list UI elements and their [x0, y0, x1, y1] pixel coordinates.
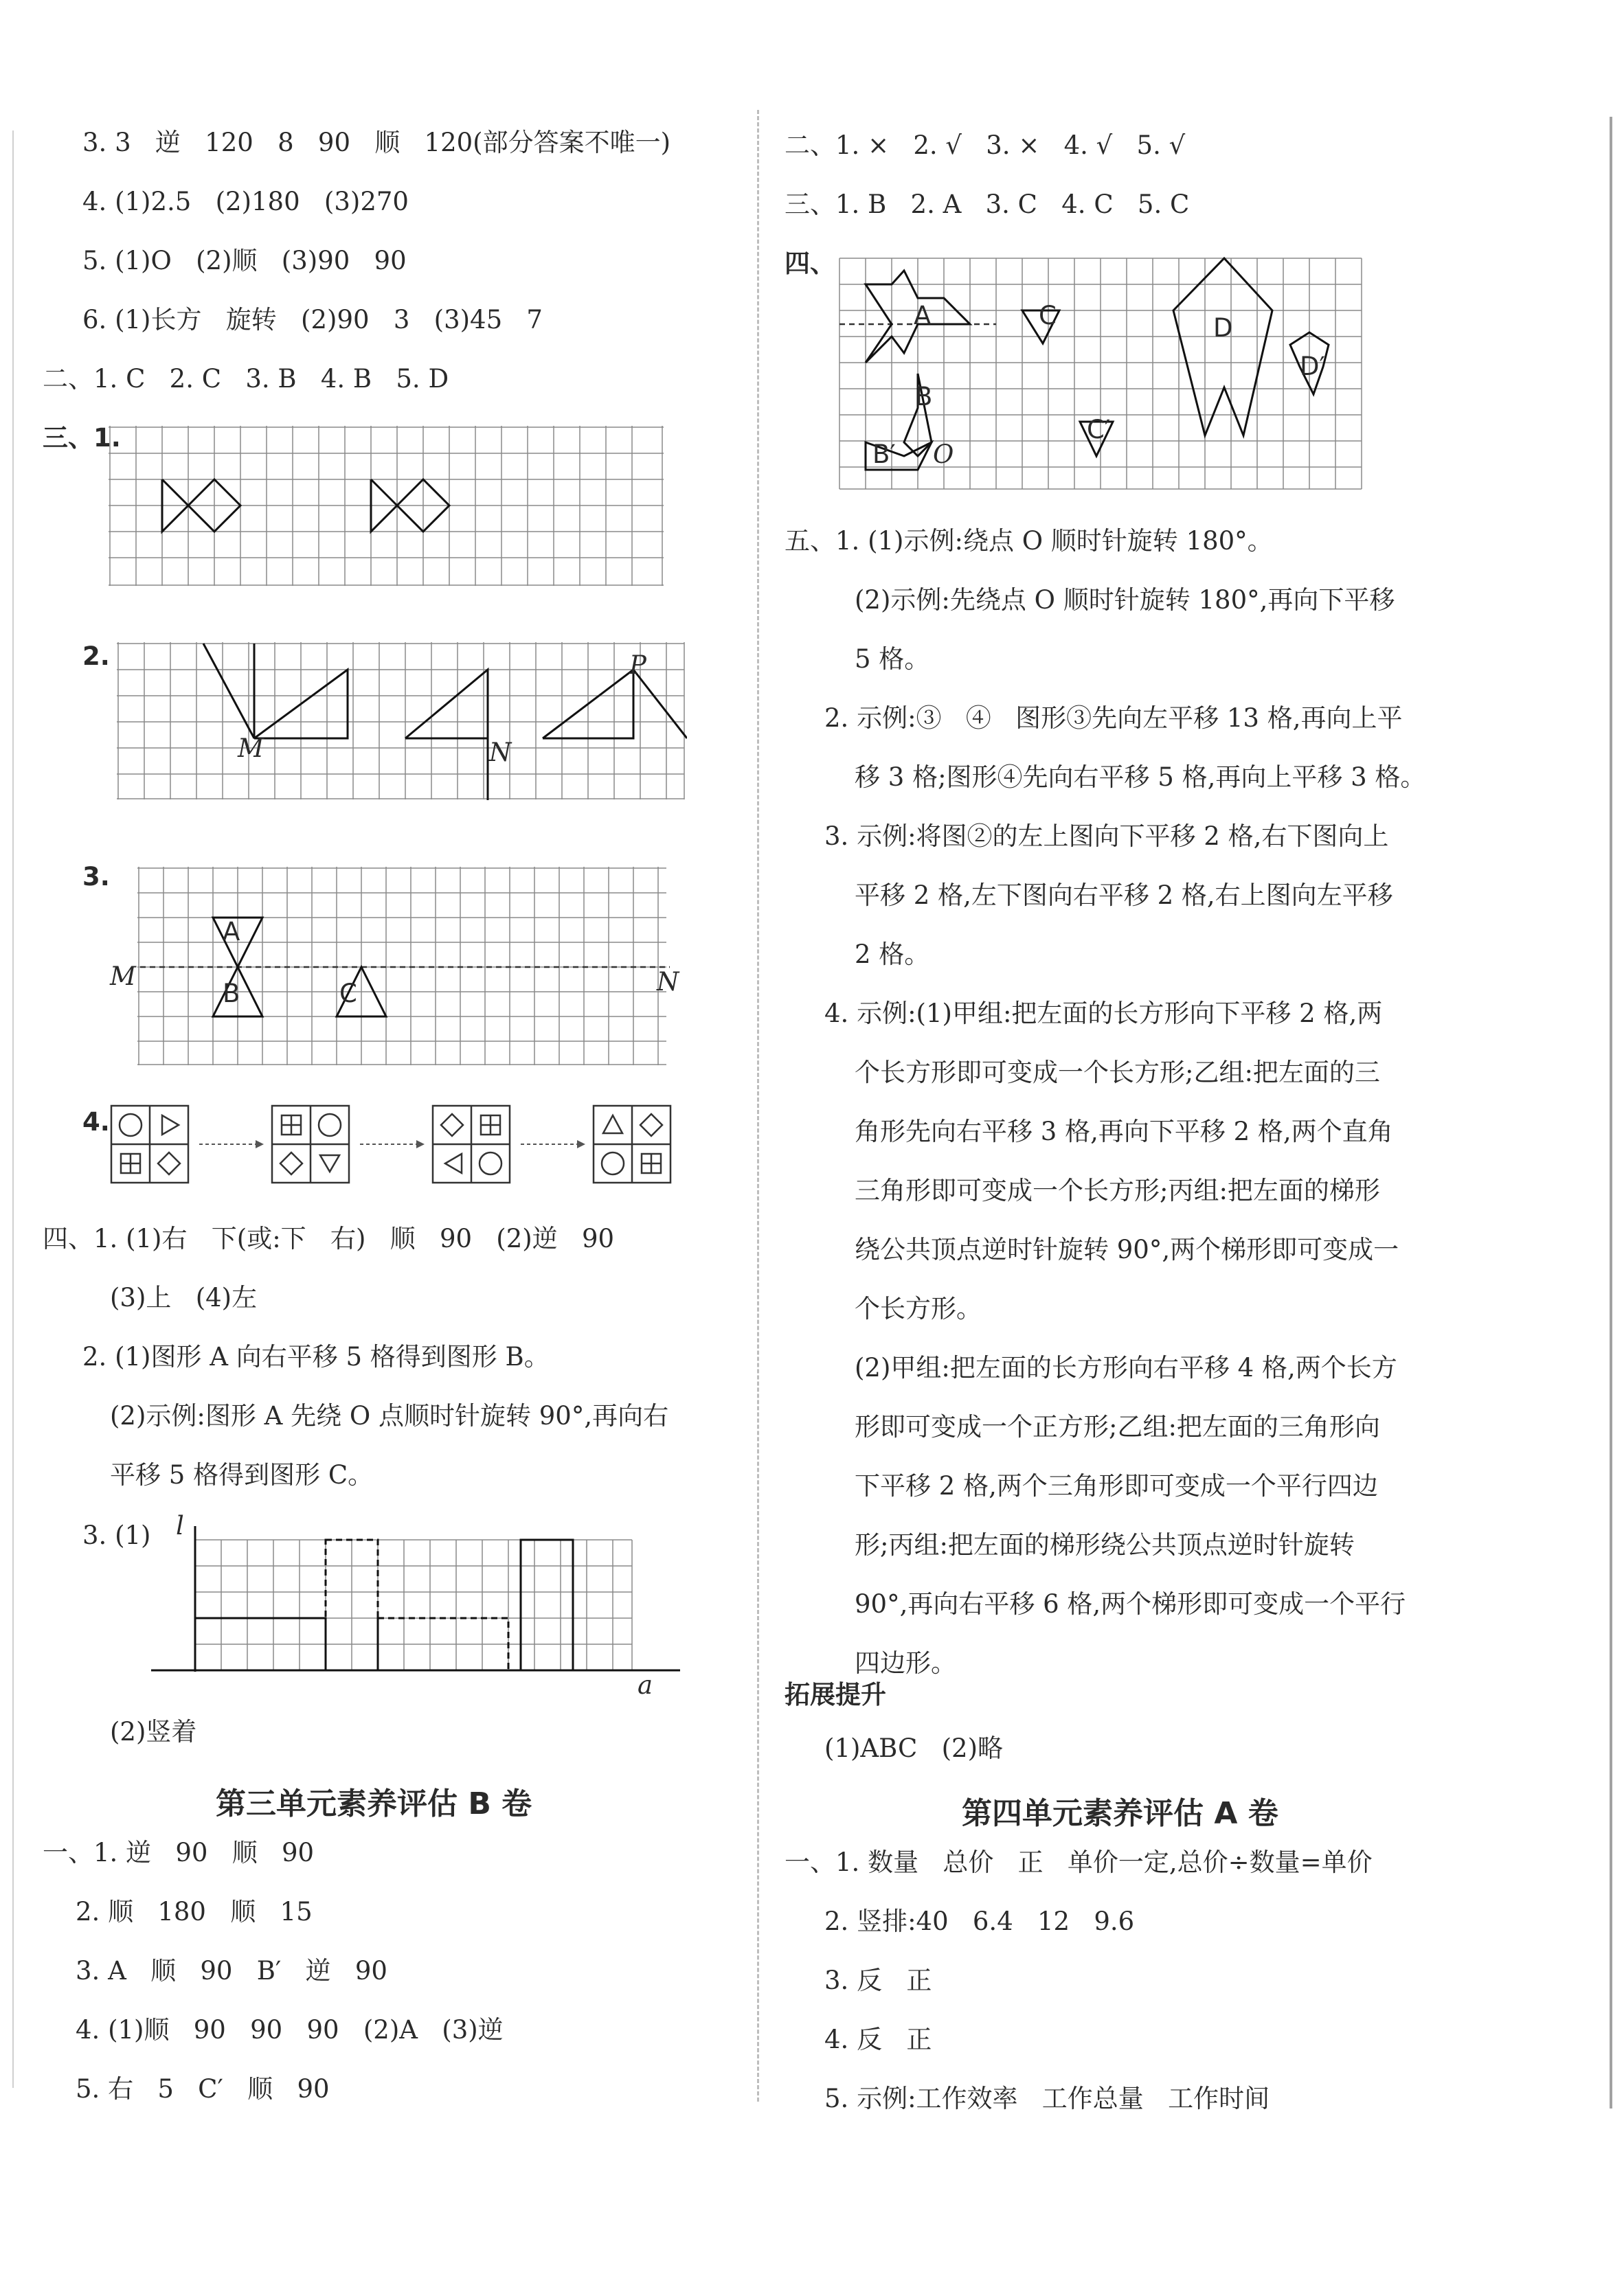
- label-o: O: [933, 440, 954, 469]
- answer-line: 五、1. (1)示例:绕点 O 顺时针旋转 180°。: [785, 526, 1273, 556]
- triangle-shape: [405, 670, 488, 738]
- answer-line: (2)示例:图形 A 先绕 O 点顺时针旋转 90°,再向右: [110, 1401, 669, 1431]
- column-divider: [757, 110, 759, 2102]
- section-label: 3.: [82, 862, 110, 891]
- answer-line: 90°,再向右平移 6 格,两个梯形即可变成一个平行: [855, 1589, 1406, 1619]
- answer-line: 6. (1)长方 旋转 (2)90 3 (3)45 7: [82, 305, 543, 334]
- answer-line: 4. (1)顺 90 90 90 (2)A (3)逆: [76, 2015, 504, 2045]
- answer-line: 形即可变成一个正方形;乙组:把左面的三角形向: [855, 1412, 1380, 1442]
- label-b-prime: B′: [872, 440, 896, 469]
- answer-line: 形;丙组:把左面的梯形绕公共顶点逆时针旋转: [855, 1530, 1355, 1560]
- answer-line: 二、1. C 2. C 3. B 4. B 5. D: [43, 364, 449, 394]
- answer-line: 2. 示例:③ ④ 图形③先向左平移 13 格,再向上平: [824, 703, 1403, 733]
- answer-line: (2)示例:先绕点 O 顺时针旋转 180°,再向下平移: [855, 585, 1395, 615]
- answer-line: (2)竖着: [110, 1717, 197, 1747]
- label-l: l: [176, 1511, 184, 1541]
- answer-line: 下平移 2 格,两个三角形即可变成一个平行四边: [855, 1471, 1378, 1501]
- label-c: C: [339, 979, 357, 1008]
- grid-figure-rotation: [117, 642, 687, 800]
- label-c: C: [1039, 301, 1057, 330]
- answer-line: 四边形。: [855, 1648, 956, 1678]
- answer-line: (1)ABC (2)略: [824, 1734, 1004, 1763]
- label-a: A: [223, 917, 240, 946]
- label-a: A: [914, 301, 932, 330]
- answer-line: 5 格。: [855, 644, 930, 674]
- answer-line: 一、1. 逆 90 顺 90: [43, 1838, 315, 1867]
- label-a: a: [638, 1670, 653, 1700]
- label-m: M: [110, 962, 136, 991]
- answer-line: 三角形即可变成一个长方形;丙组:把左面的梯形: [855, 1176, 1380, 1205]
- label-n: N: [489, 738, 512, 767]
- answer-line: 2. 顺 180 顺 15: [76, 1897, 313, 1926]
- answer-line: 平移 5 格得到图形 C。: [110, 1460, 374, 1490]
- section-label: 四、: [785, 249, 835, 278]
- label-c-prime: C′: [1087, 415, 1111, 444]
- answer-line: (2)甲组:把左面的长方形向右平移 4 格,两个长方: [855, 1353, 1397, 1383]
- answer-line: 三、1. B 2. A 3. C 4. C 5. C: [785, 190, 1190, 219]
- grid-figure-rectangles: [151, 1526, 680, 1684]
- answer-line: 3. A 顺 90 B′ 逆 90: [76, 1956, 387, 1986]
- label-b: B: [223, 979, 240, 1008]
- left-margin-line: [12, 130, 14, 2088]
- answer-line: 5. 右 5 C′ 顺 90: [76, 2074, 330, 2104]
- label-n: N: [657, 967, 679, 997]
- label-p: P: [629, 650, 646, 680]
- section-label: 4.: [82, 1107, 110, 1137]
- answer-line: 2. 竖排:40 6.4 12 9.6: [824, 1907, 1135, 1936]
- triangle-shape: [203, 644, 254, 738]
- answer-line: 3. 反 正: [824, 1966, 932, 1995]
- rectangle-shape: [521, 1540, 573, 1670]
- answer-line: 移 3 格;图形④先向右平移 5 格,再向上平移 3 格。: [855, 762, 1426, 792]
- right-edge-line: [1610, 117, 1612, 2109]
- section-label: 三、1.: [43, 423, 121, 453]
- section-heading: 第三单元素养评估 B 卷: [216, 1786, 532, 1821]
- answer-line: 4. (1)2.5 (2)180 (3)270: [82, 187, 409, 216]
- answer-line: 一、1. 数量 总价 正 单价一定,总价÷数量=单价: [785, 1848, 1373, 1877]
- answer-line: 3. 3 逆 120 8 90 顺 120(部分答案不唯一): [82, 128, 671, 157]
- label-d: D: [1213, 313, 1233, 343]
- grid-figure-reflection: [137, 867, 673, 1066]
- grid-lines: [109, 426, 664, 586]
- grid-figure-bowties: [109, 426, 665, 587]
- section-label: 2.: [82, 641, 110, 671]
- answer-line: (3)上 (4)左: [110, 1283, 258, 1312]
- answer-line: 5. 示例:工作效率 工作总量 工作时间: [824, 2084, 1270, 2113]
- section-label: 拓展提升: [785, 1680, 886, 1709]
- answer-line: 4. 反 正: [824, 2025, 932, 2054]
- answer-line: 平移 2 格,左下图向右平移 2 格,右上图向左平移: [855, 880, 1393, 910]
- answer-line: 绕公共顶点逆时针旋转 90°,两个梯形即可变成一: [855, 1235, 1399, 1264]
- answer-line: 个长方形即可变成一个长方形;乙组:把左面的三: [855, 1058, 1380, 1087]
- answer-line: 3. 示例:将图②的左上图向下平移 2 格,右下图向上: [824, 821, 1389, 851]
- answer-line: 4. 示例:(1)甲组:把左面的长方形向下平移 2 格,两: [824, 999, 1383, 1028]
- label-d-prime: D′: [1300, 352, 1325, 381]
- section-heading: 第四单元素养评估 A 卷: [962, 1796, 1278, 1831]
- answer-line: 二、1. × 2. √ 3. × 4. √ 5. √: [785, 130, 1186, 160]
- answer-line: 个长方形。: [855, 1294, 982, 1323]
- answer-line: 2 格。: [855, 940, 930, 969]
- answer-line: 角形先向右平移 3 格,再向下平移 2 格,两个直角: [855, 1117, 1393, 1146]
- label-m: M: [238, 734, 264, 763]
- shape-sequence-figure: [110, 1104, 680, 1187]
- answer-line: 2. (1)图形 A 向右平移 5 格得到图形 B。: [82, 1342, 550, 1372]
- answer-line: 3. (1): [82, 1521, 151, 1550]
- answer-line: 四、1. (1)右 下(或:下 右) 顺 90 (2)逆 90: [43, 1224, 615, 1253]
- answer-line: 5. (1)O (2)顺 (3)90 90: [82, 246, 407, 275]
- grid-figure-transforms: [838, 257, 1367, 490]
- label-b: B: [915, 382, 933, 411]
